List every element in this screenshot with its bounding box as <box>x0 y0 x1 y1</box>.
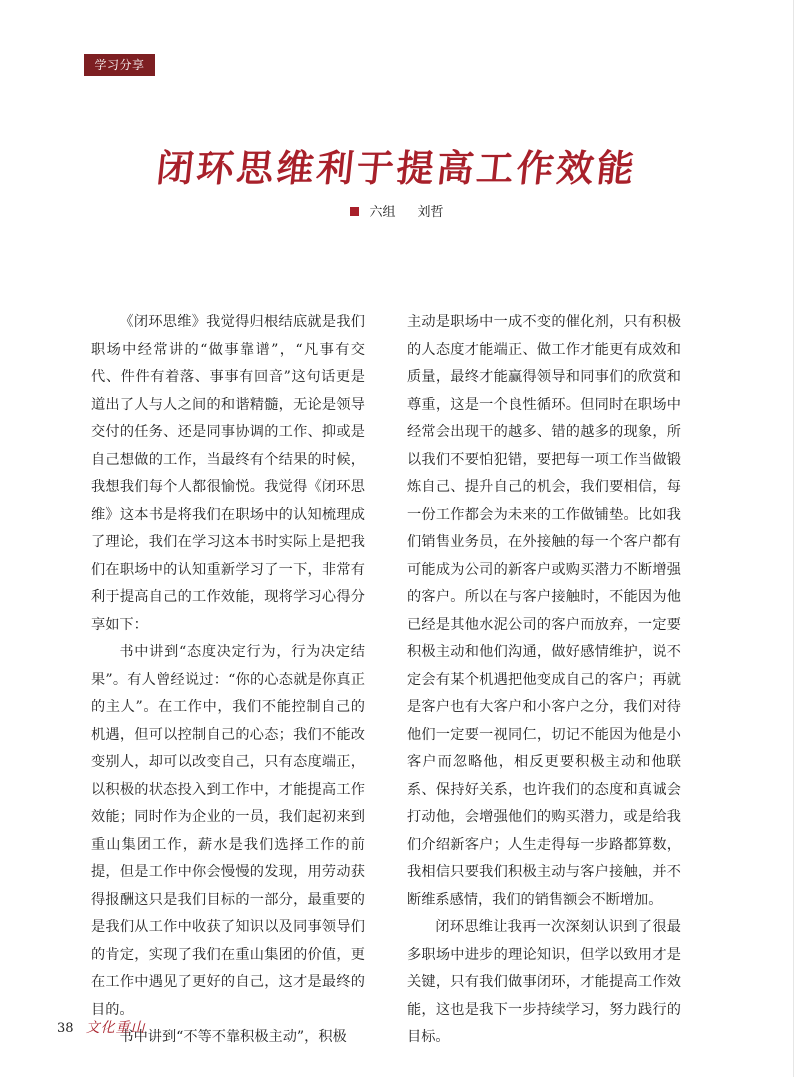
paragraph: 《闭环思维》我觉得归根结底就是我们职场中经常讲的“做事靠谱”，“凡事有交代、件件有着落、事事有回音”这句话更是道出了人与人之间的和谐精髓，无论是领导交付的任务、还是同事协调的工作、抑或是自己想做的工作，当最终有个结果的时候，我想我们每个人都很愉悦。我觉得《闭环思维》这本书是将我们在职场中的认知梳理成了理论，我们在学习这本书时实际上是把我们在职场中的认知重新学习了一下，非常有利于提高自己的工作效能，现将学习心得分享如下： <box>91 314 365 633</box>
left-column <box>91 309 365 1052</box>
paragraph: 主动是职场中一成不变的催化剂，只有积极的人态度才能端正、做工作才能更有成效和质量，最终才能赢得领导和同事们的欣赏和尊重，这是一个良性循环。但同时在职场中经常会出现干的越多、错的越多的现象，所以我们不要怕犯错，要把每一项工作当做锻炼自己、提升自己的机会，我们要相信，每一份工作都会为未来的工作做铺垫。比如我们销售业务员，在外接触的每一个客户都有可能成为公司的新客户或购买潜力不断增强的客户。所以在与客户接触时，不能因为他已经是其他水泥公司的客户而放弃，一定要积极主动和他们沟通，做好感情维护，说不定会有某个机遇把他变成自己的客户；再就是客户也有大客户和小客户之分，我们对待他们一定要一视同仁，切记不能因为他是小客户而忽略他，相反更要积极主动和他联系、保持好关系，也许我们的态度和真诚会打动他，会增强他们的购买潜力，或是给我们介绍新客户；人生走得每一步路都算数，我相信只要我们积极主动与客户接触，并不断维系感情，我们的销售额会不断增加。 <box>407 314 681 908</box>
section-tag: 学习分享 <box>84 54 155 76</box>
paragraph: 闭环思维让我再一次深刻认识到了很最多职场中进步的理论知识，但学以致用才是关键，只有我们做事闭环，才能提高工作效能，这也是我下一步持续学习，努力践行的目标。 <box>407 919 681 1045</box>
right-column <box>407 309 681 1052</box>
paragraph: 书中讲到“不等不靠积极主动”，积极 <box>119 1029 347 1045</box>
author-name: 刘哲 <box>417 205 444 220</box>
page-number: 38 <box>57 1021 74 1036</box>
page-footer <box>57 1017 146 1037</box>
magazine-logo: 文化重山 <box>85 1020 146 1036</box>
author-group: 六组 <box>369 205 396 220</box>
paragraph: 书中讲到“态度决定行为，行为决定结果”。有人曾经说过：“你的心态就是你真正的主人”。在工作中，我们不能控制自己的机遇，但可以控制自己的心态；我们不能改变别人，却可以改变自己，只有态度端正，以积极的状态投入到工作中，才能提高工作效能；同时作为企业的一员，我们起初来到重山集团工作，薪水是我们选择工作的前提，但是工作中你会慢慢的发现，用劳动获得报酬这只是我们目标的一部分，最重要的是我们从工作中收获了知识以及同事领导们的肯定，实现了我们在重山集团的价值，更在工作中遇见了更好的自己，这才是最终的目的。 <box>91 644 365 1018</box>
article-title: 闭环思维利于提高工作效能 <box>154 147 639 190</box>
byline <box>0 201 794 220</box>
square-bullet-icon <box>350 207 359 216</box>
